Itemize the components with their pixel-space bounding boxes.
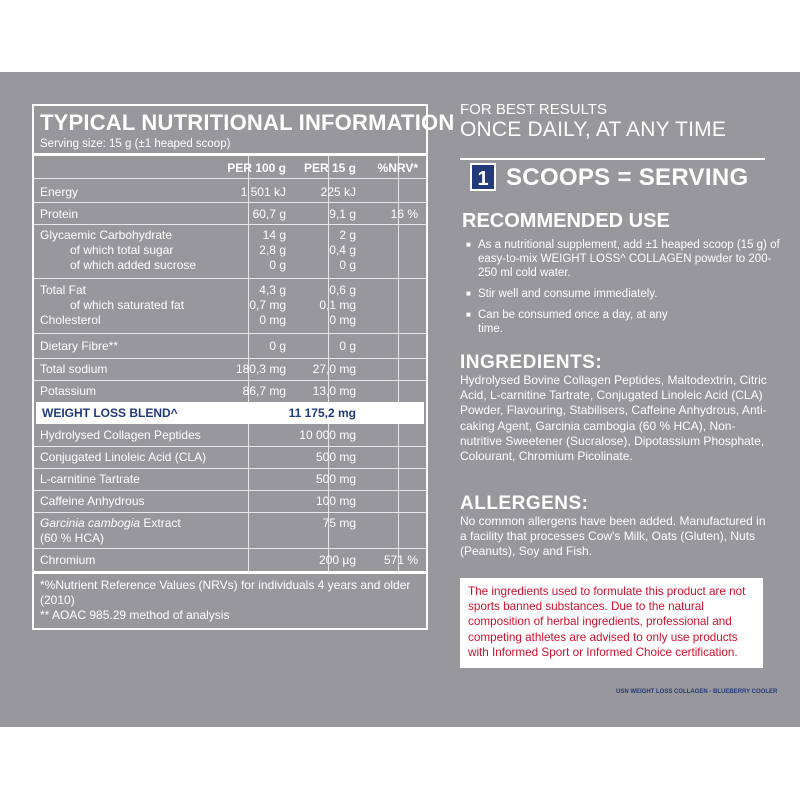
allergens-text: No common allergens have been added. Manufactured in a facility that processes Cow's Milk, Oats (Gluten), Nuts (Peanuts), Soy and Fish. bbox=[460, 514, 766, 559]
row-label: L-carnitine Tartrate bbox=[40, 472, 140, 486]
row-per15: 225 kJ bbox=[320, 185, 356, 199]
list-item: ■ Can be consumed once a day, at any time. bbox=[466, 308, 668, 336]
best-results-heading: ONCE DAILY, AT ANY TIME bbox=[460, 118, 727, 141]
footnote-aoac: ** AOAC 985.29 method of analysis bbox=[40, 608, 230, 622]
banned-substance-warning: The ingredients used to formulate this product are not sports banned substances. Due to the natural composition of herbal ingredients, professional and competing athletes are advised to only use products with Informed Sport or Informed Choice certification. bbox=[460, 578, 763, 668]
row-label: Conjugated Linoleic Acid (CLA) bbox=[40, 450, 207, 464]
row-per100: 180,3 mg bbox=[235, 362, 286, 376]
row-label: of which total sugar bbox=[70, 243, 174, 257]
scoop-count-badge: 1 bbox=[470, 163, 496, 191]
nutrition-table bbox=[32, 104, 455, 630]
row-separator bbox=[34, 224, 426, 225]
row-separator bbox=[34, 333, 426, 334]
garcinia-label-rest: Extract bbox=[140, 516, 181, 530]
row-per100: 0 g bbox=[269, 258, 286, 272]
garcinia-label-line2: (60 % HCA) bbox=[40, 531, 105, 545]
row-separator bbox=[34, 278, 426, 279]
row-per100: 2,8 g bbox=[259, 243, 286, 257]
row-per100: 14 g bbox=[262, 228, 286, 242]
row-per100: 0 g bbox=[269, 339, 286, 353]
row-separator bbox=[34, 468, 426, 469]
row-label: Energy bbox=[40, 185, 79, 199]
row-label: Dietary Fibre** bbox=[40, 339, 119, 353]
row-label: Cholesterol bbox=[40, 313, 101, 327]
row-per15: 10 000 mg bbox=[299, 428, 356, 442]
thick-rule bbox=[34, 153, 426, 156]
row-label: Protein bbox=[40, 207, 79, 221]
row-per15: 0,4 g bbox=[329, 243, 356, 257]
row-per15: 2 g bbox=[339, 228, 356, 242]
blend-label: WEIGHT LOSS BLEND^ bbox=[42, 406, 178, 420]
row-label: Total Fat bbox=[40, 283, 87, 297]
row-label: of which saturated fat bbox=[70, 298, 185, 312]
row-separator bbox=[34, 446, 426, 447]
weight-loss-blend-row bbox=[36, 402, 424, 424]
row-per15: 0,6 g bbox=[329, 283, 356, 297]
row-per15: 13,0 mg bbox=[312, 384, 356, 398]
garcinia-label-italic: Garcinia cambogia bbox=[40, 516, 141, 530]
row-label: Potassium bbox=[40, 384, 97, 398]
product-name-tag: USN WEIGHT LOSS COLLAGEN - BLUEBERRY COOLER bbox=[616, 689, 778, 695]
nutrition-title: TYPICAL NUTRITIONAL INFORMATION bbox=[40, 110, 455, 135]
row-per15: 500 mg bbox=[315, 450, 356, 464]
row-separator bbox=[34, 178, 426, 179]
garcinia-per15: 75 mg bbox=[322, 516, 356, 530]
row-separator bbox=[34, 512, 426, 513]
best-results-label: FOR BEST RESULTS bbox=[460, 101, 607, 118]
row-per15: 0 g bbox=[339, 339, 356, 353]
header-per100: PER 100 g bbox=[227, 161, 286, 175]
row-separator bbox=[34, 202, 426, 203]
row-label: Chromium bbox=[40, 553, 96, 567]
row-per15: 200 µg bbox=[319, 553, 356, 567]
blend-per15: 11 175,2 mg bbox=[288, 406, 356, 420]
row-per15: 9,1 g bbox=[329, 207, 356, 221]
header-nrv: %NRV* bbox=[377, 161, 418, 175]
row-per100: 1 501 kJ bbox=[240, 185, 286, 199]
row-nrv: 571 % bbox=[383, 553, 418, 567]
divider bbox=[460, 158, 765, 160]
row-per15: 0 g bbox=[339, 258, 356, 272]
allergens-title: ALLERGENS: bbox=[460, 493, 589, 514]
row-per100: 4,3 g bbox=[259, 283, 286, 297]
header-per15: PER 15 g bbox=[303, 161, 356, 175]
row-per100: 0 mg bbox=[259, 313, 286, 327]
serving-size: Serving size: 15 g (±1 heaped scoop) bbox=[40, 138, 231, 150]
row-per100: 86,7 mg bbox=[242, 384, 286, 398]
row-per100: 60,7 g bbox=[252, 207, 286, 221]
recommended-use-title: RECOMMENDED USE bbox=[462, 210, 670, 232]
recommended-use-list bbox=[466, 238, 786, 343]
row-per15: 0,1 mg bbox=[319, 298, 356, 312]
row-label: Total sodium bbox=[40, 362, 108, 376]
row-separator bbox=[34, 358, 426, 359]
row-per15: 500 mg bbox=[315, 472, 356, 486]
row-label: Hydrolysed Collagen Peptides bbox=[40, 428, 201, 442]
row-nrv: 16 % bbox=[390, 207, 418, 221]
footnotes bbox=[40, 578, 424, 623]
footnote-nrv: *%Nutrient Reference Values (NRVs) for individuals 4 years and older (2010) bbox=[40, 578, 411, 607]
row-per15: 100 mg bbox=[315, 494, 356, 508]
row-separator bbox=[34, 490, 426, 491]
row-per100: 0,7 mg bbox=[249, 298, 286, 312]
row-separator bbox=[34, 548, 426, 549]
thick-rule bbox=[34, 571, 426, 574]
scoops-serving-text: SCOOPS = SERVING bbox=[506, 164, 749, 191]
ingredients-title: INGREDIENTS: bbox=[460, 352, 603, 373]
ingredients-text: Hydrolysed Bovine Collagen Peptides, Maltodextrin, Citric Acid, L-carnitine Tartrate, Conjugated Linoleic Acid (CLA) Powder, Flavouring, Stabilisers, Caffeine Anhydrous, Anti-caking Agent, Garcinia cambogia (60 % HCA), Non-nutritive Sweetener (Sucralose), Dipotassium Phosphate, Colourant, Chromium Picolinate. bbox=[460, 373, 767, 464]
row-label: of which added sucrose bbox=[70, 258, 197, 272]
row-label: Glycaemic Carbohydrate bbox=[40, 228, 173, 242]
list-item: ■ As a nutritional supplement, add ±1 heaped scoop (15 g) of easy-to-mix WEIGHT LOSS^ COLLAGEN powder to 200-250 ml cold water. bbox=[466, 238, 786, 280]
row-separator bbox=[34, 380, 426, 381]
row-per15: 27,0 mg bbox=[312, 362, 356, 376]
row-per15: 0 mg bbox=[329, 313, 356, 327]
row-label: Caffeine Anhydrous bbox=[40, 494, 145, 508]
list-item: ■ Stir well and consume immediately. bbox=[466, 287, 786, 301]
